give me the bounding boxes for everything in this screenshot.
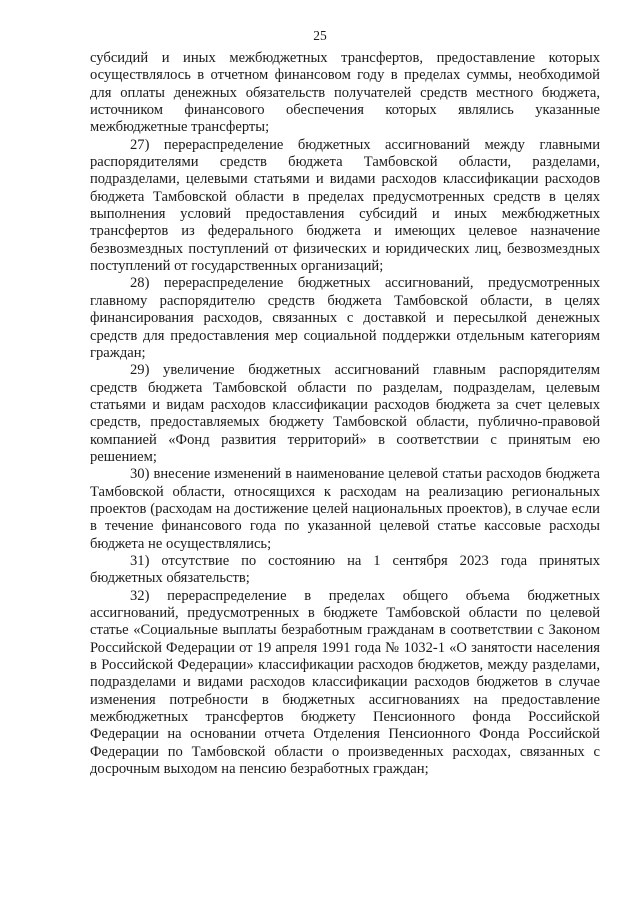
paragraph-item-29: 29) увеличение бюджетных ассигнований главным распорядителям средств бюджета Тамбовской области по разделам, подразделам, целевым статьями и видам расходов классификации расходов бюджета за счет целевых средств, предоставляемых бюджету Тамбовской области, публично-правовой компанией «Фонд развития территорий» в соответствии с принятым ею решением;: [90, 362, 600, 465]
document-body: [90, 50, 600, 778]
paragraph-item-28: 28) перераспределение бюджетных ассигнований, предусмотренных главному распорядителю средств бюджета Тамбовской области, в целях финансирования расходов, связанных с доставкой и пересылкой денежных средств для предоставления мер социальной поддержки отдельным категориям граждан;: [90, 275, 600, 361]
paragraph-item-30: 30) внесение изменений в наименование целевой статьи расходов бюджета Тамбовской области, относящихся к расходам на реализацию региональных проектов (расходам на достижение целей национальных проектов), в случае если в течение финансового года по указанной целевой статье кассовые расходы бюджета не осуществлялись;: [90, 466, 600, 552]
paragraph-item-27: 27) перераспределение бюджетных ассигнований между главными распорядителями средств бюджета Тамбовской области, разделами, подразделами, целевыми статьями и видами расходов классификации расходов бюджета Тамбовской области в пределах предусмотренных средств в целях выполнения условий предоставления субсидий и иных межбюджетных трансфертов из федерального бюджета и имеющих целевое назначение безвозмездных поступлений от физических и юридических лиц, безвозмездных поступлений от государственных организаций;: [90, 136, 600, 275]
paragraph-item-31: 31) отсутствие по состоянию на 1 сентября 2023 года принятых бюджетных обязательств;: [90, 552, 600, 587]
page-number: 25: [313, 28, 327, 43]
paragraph-item-32: 32) перераспределение в пределах общего объема бюджетных ассигнований, предусмотренных в бюджете Тамбовской области по целевой статье «Социальные выплаты безработным гражданам в соответствии с Законом Российской Федерации от 19 апреля 1991 года № 1032-1 «О занятости населения в Российской Федерации» классификации расходов бюджетов, между разделами, подразделами и видами расходов классификации расходов бюджетов в случае изменения потребности в бюджетных ассигнованиях на предоставление межбюджетных трансфертов бюджету Пенсионного фонда Российской Федерации на основании отчета Отделения Пенсионного Фонда Российской Федерации по Тамбовской области о произведенных расходах, связанных с досрочным выходом на пенсию безработных граждан;: [90, 587, 600, 778]
paragraph-continuation: субсидий и иных межбюджетных трансфертов, предоставление которых осуществлялось в отчетном финансовом году в пределах суммы, необходимой для оплаты денежных обязательств получателей средств местного бюджета, источником финансового обеспечения которых являлись указанные межбюджетные трансферты;: [90, 50, 600, 136]
